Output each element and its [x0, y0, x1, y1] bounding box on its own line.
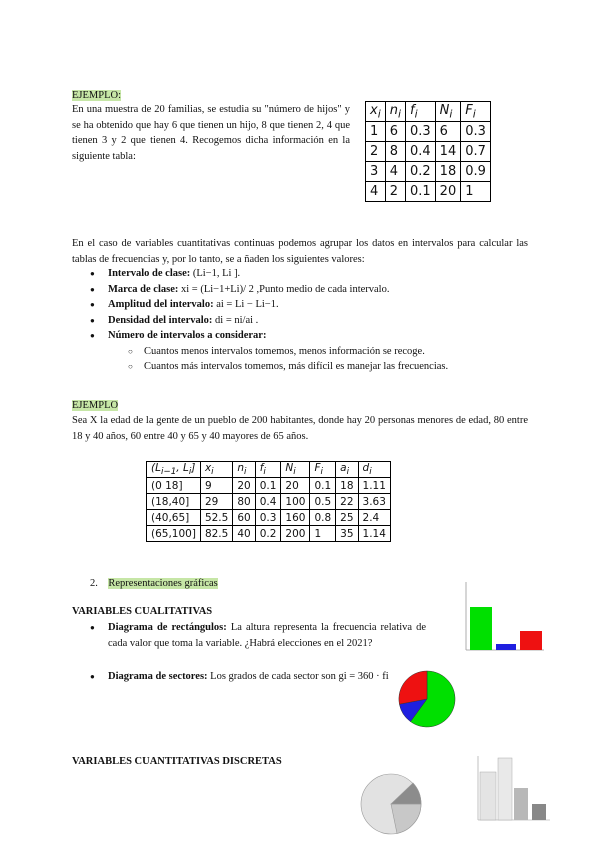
table-cell: 4: [366, 182, 386, 202]
table-cell: 9: [200, 478, 232, 494]
table-cell: 22: [336, 494, 358, 510]
table-cell: 0.3: [255, 510, 281, 526]
gray-bar: [532, 804, 546, 820]
section-number: 2.: [90, 578, 98, 589]
col-header: $N_i$: [435, 102, 461, 122]
table-cell: 82.5: [200, 526, 232, 542]
table-cell: 1: [366, 122, 386, 142]
table-row: [366, 142, 491, 162]
discretas-heading: VARIABLES CUANTITATIVAS DISCRETAS: [72, 756, 282, 767]
table-cell: 0.2: [405, 162, 435, 182]
table-cell: 0.3: [461, 122, 491, 142]
bar-chart-thumbnail: [448, 578, 548, 658]
table-cell: 6: [435, 122, 461, 142]
table-cell: 18: [435, 162, 461, 182]
gray-bar-chart-thumbnail: [470, 754, 552, 836]
bar-blue: [496, 644, 516, 650]
table-cell: 3.63: [358, 494, 390, 510]
bar-green: [470, 607, 492, 650]
table-cell: 0.3: [405, 122, 435, 142]
list-item: ● Diagrama de sectores: Los grados de cada sector son gi = 360 · fi: [72, 669, 402, 685]
table-cell: 20: [281, 478, 310, 494]
table-cell: 2: [385, 182, 405, 202]
list-item: ● Intervalo de clase: (Li−1, Li ].: [72, 266, 528, 282]
table-cell: 0.1: [310, 478, 336, 494]
table-row: [147, 510, 391, 526]
table-cell: 20: [233, 478, 255, 494]
table-row: [366, 162, 491, 182]
list-item: ● Densidad del intervalo: di = ni/ai .: [72, 313, 528, 329]
table-cell: 160: [281, 510, 310, 526]
col-header: $d_i$: [358, 462, 390, 478]
table-cell: 1: [310, 526, 336, 542]
col-header: $F_i$: [461, 102, 491, 122]
table-cell: (65,100]: [147, 526, 201, 542]
sub-list-item: ○ Cuantos más intervalos tomemos, más difícil es manejar las frecuencias.: [72, 359, 528, 375]
section-title: Representaciones gráficas: [108, 578, 218, 589]
gray-bar: [514, 788, 528, 820]
table-cell: 25: [336, 510, 358, 526]
table-row: [366, 122, 491, 142]
table-cell: 3: [366, 162, 386, 182]
table-cell: 0.4: [255, 494, 281, 510]
col-header: $n_i$: [385, 102, 405, 122]
table-cell: 0.1: [405, 182, 435, 202]
table-cell: 0.8: [310, 510, 336, 526]
col-header: $n_i$: [233, 462, 255, 478]
list-item: ● Diagrama de rectángulos: La altura representa la frecuencia relativa de cada valor que toma la variable. ¿Habrá elecciones en el 2021?: [72, 620, 426, 651]
table-cell: 100: [281, 494, 310, 510]
gray-bar: [480, 772, 496, 820]
col-header: $f_i$: [255, 462, 281, 478]
pie-chart-thumbnail: [396, 668, 458, 730]
col-header: $a_i$: [336, 462, 358, 478]
table-row: [147, 494, 391, 510]
table-cell: (0 18]: [147, 478, 201, 494]
table-cell: 14: [435, 142, 461, 162]
table-cell: 0.7: [461, 142, 491, 162]
table-cell: (18,40]: [147, 494, 201, 510]
table-row: [147, 526, 391, 542]
table-cell: 52.5: [200, 510, 232, 526]
col-header: $x_i$: [366, 102, 386, 122]
table-cell: 2.4: [358, 510, 390, 526]
pie-slice-red: [399, 671, 427, 704]
example-label: EJEMPLO: [72, 400, 119, 411]
table-cell: 0.2: [255, 526, 281, 542]
table-cell: 29: [200, 494, 232, 510]
interval-table: [146, 461, 391, 542]
table-cell: 0.4: [405, 142, 435, 162]
list-item: ● Marca de clase: xi = (Li−1+Li)/ 2 ,Punto medio de cada intervalo.: [72, 282, 528, 298]
table-cell: 20: [435, 182, 461, 202]
intervals-intro: En el caso de variables cuantitativas continuas podemos agrupar los datos en intervalos para calcular las tablas de frecuencias y, por lo tanto, se a ñaden los siguientes valores:: [72, 238, 528, 265]
table-cell: 35: [336, 526, 358, 542]
frequency-table: [365, 101, 491, 202]
table-cell: 6: [385, 122, 405, 142]
table-row: [366, 182, 491, 202]
table-cell: 0.1: [255, 478, 281, 494]
table-cell: 2: [366, 142, 386, 162]
col-header: $N_i$: [281, 462, 310, 478]
table-cell: 200: [281, 526, 310, 542]
cualitativas-heading: VARIABLES CUALITATIVAS: [72, 606, 213, 617]
col-header: $f_i$: [405, 102, 435, 122]
example-1-text: En una muestra de 20 familias, se estudia su "número de hijos" y se ha obtenido que hay 6 que tienen un hijo, 8 que tienen 2, 4 que tienen 3 y 2 que tienen 4. Recogemos dicha información en la siguiente tabla:: [72, 104, 350, 162]
list-item: ● Número de intervalos a considerar:: [72, 328, 528, 344]
table-cell: 4: [385, 162, 405, 182]
col-header: $x_i$: [200, 462, 232, 478]
gray-pie-chart-thumbnail: [357, 770, 425, 838]
table-cell: 1: [461, 182, 491, 202]
table-cell: (40,65]: [147, 510, 201, 526]
gray-bar: [498, 758, 512, 820]
table-cell: 1.14: [358, 526, 390, 542]
col-header: ($L_{i-1}$, $L_i$]: [147, 462, 201, 478]
table-cell: 1.11: [358, 478, 390, 494]
table-header-row: [147, 462, 391, 478]
col-header: $F_i$: [310, 462, 336, 478]
bar-red: [520, 631, 542, 650]
list-item: ● Amplitud del intervalo: ai = Li − Li−1.: [72, 297, 528, 313]
table-cell: 40: [233, 526, 255, 542]
sub-list-item: ○ Cuantos menos intervalos tomemos, menos información se recoge.: [72, 344, 528, 360]
example-label: EJEMPLO:: [72, 90, 122, 101]
table-cell: 60: [233, 510, 255, 526]
table-cell: 0.9: [461, 162, 491, 182]
table-cell: 0.5: [310, 494, 336, 510]
table-cell: 8: [385, 142, 405, 162]
table-cell: 18: [336, 478, 358, 494]
table-cell: 80: [233, 494, 255, 510]
table-header-row: [366, 102, 491, 122]
table-row: [147, 478, 391, 494]
example-2-text: Sea X la edad de la gente de un pueblo de 200 habitantes, donde hay 20 personas menores de edad, 80 entre 18 y 40 años, 60 entre 40 y 65 y 40 mayores de 65 años.: [72, 415, 528, 442]
